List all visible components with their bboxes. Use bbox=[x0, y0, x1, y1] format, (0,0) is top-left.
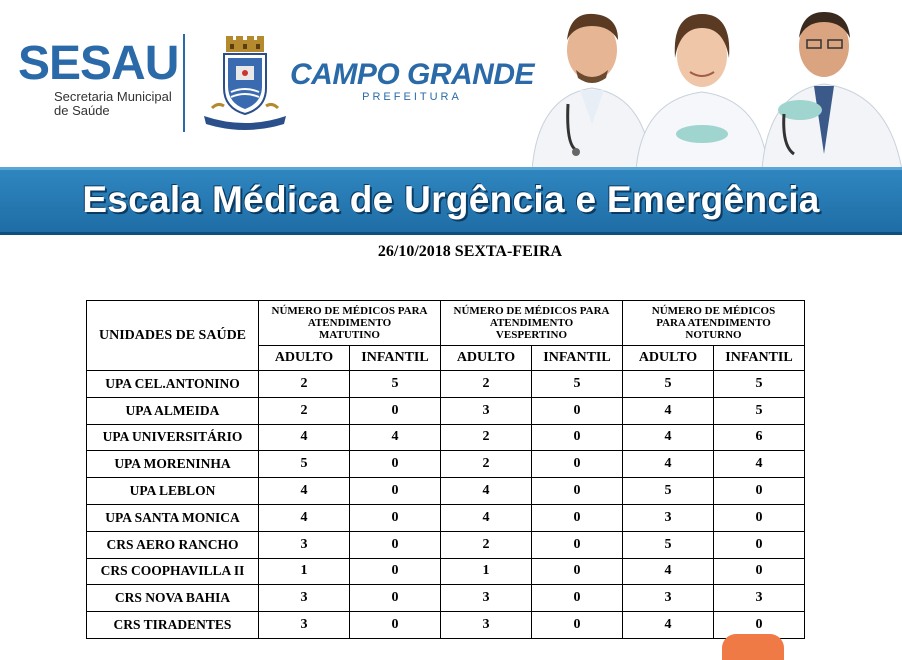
sesau-logo bbox=[18, 37, 179, 118]
count-cell: 0 bbox=[350, 612, 441, 639]
count-cell: 0 bbox=[714, 558, 805, 585]
count-cell: 5 bbox=[532, 371, 623, 398]
count-cell: 0 bbox=[532, 424, 623, 451]
count-cell: 0 bbox=[714, 478, 805, 505]
count-cell: 3 bbox=[623, 504, 714, 531]
count-cell: 4 bbox=[623, 451, 714, 478]
unit-name-cell: UPA SANTA MONICA bbox=[87, 504, 259, 531]
count-cell: 2 bbox=[441, 424, 532, 451]
count-cell: 1 bbox=[441, 558, 532, 585]
count-cell: 5 bbox=[714, 371, 805, 398]
count-cell: 5 bbox=[623, 478, 714, 505]
period-header-night bbox=[623, 301, 805, 346]
schedule-table bbox=[86, 300, 805, 639]
count-cell: 5 bbox=[259, 451, 350, 478]
page-header bbox=[0, 0, 902, 170]
sesau-logo-subtitle-line2: de Saúde bbox=[54, 103, 110, 118]
count-cell: 4 bbox=[350, 424, 441, 451]
sesau-logo-name: SESAU bbox=[18, 37, 179, 90]
period-header-line: ATENDIMENTO bbox=[307, 317, 392, 329]
unit-name-cell: CRS NOVA BAHIA bbox=[87, 585, 259, 612]
corner-decoration bbox=[722, 634, 784, 660]
logo-divider bbox=[183, 34, 185, 132]
unit-name-cell: UPA LEBLON bbox=[87, 478, 259, 505]
table-header-row bbox=[87, 301, 805, 346]
count-cell: 3 bbox=[259, 531, 350, 558]
table-row bbox=[87, 558, 805, 585]
period-header-line: VESPERTINO bbox=[495, 329, 568, 341]
campo-grande-logo-name: CAMPO GRANDE bbox=[290, 58, 535, 91]
count-cell: 3 bbox=[441, 397, 532, 424]
sesau-logo-subtitle bbox=[54, 90, 178, 118]
count-cell: 4 bbox=[441, 504, 532, 531]
count-cell: 4 bbox=[623, 558, 714, 585]
count-cell: 4 bbox=[623, 424, 714, 451]
count-cell: 2 bbox=[441, 371, 532, 398]
period-header-line: NÚMERO DE MÉDICOS bbox=[651, 305, 776, 317]
count-cell: 0 bbox=[532, 478, 623, 505]
count-cell: 5 bbox=[623, 531, 714, 558]
count-cell: 3 bbox=[259, 585, 350, 612]
count-cell: 3 bbox=[714, 585, 805, 612]
period-header-line: NÚMERO DE MÉDICOS PARA bbox=[453, 305, 610, 317]
subheader-adult: ADULTO bbox=[623, 346, 714, 371]
count-cell: 3 bbox=[441, 612, 532, 639]
subheader-adult: ADULTO bbox=[259, 346, 350, 371]
table-row bbox=[87, 504, 805, 531]
count-cell: 6 bbox=[714, 424, 805, 451]
period-header-morning bbox=[259, 301, 441, 346]
page-title: Escala Médica de Urgência e Emergência bbox=[82, 179, 820, 220]
count-cell: 0 bbox=[350, 478, 441, 505]
title-banner bbox=[0, 167, 902, 235]
count-cell: 5 bbox=[714, 397, 805, 424]
sesau-logo-subtitle-line1: Secretaria Municipal bbox=[54, 89, 172, 104]
count-cell: 4 bbox=[623, 612, 714, 639]
count-cell: 0 bbox=[532, 451, 623, 478]
count-cell: 1 bbox=[259, 558, 350, 585]
count-cell: 0 bbox=[350, 451, 441, 478]
table-row bbox=[87, 424, 805, 451]
period-header-line: NÚMERO DE MÉDICOS PARA bbox=[271, 305, 428, 317]
count-cell: 5 bbox=[623, 371, 714, 398]
count-cell: 0 bbox=[350, 558, 441, 585]
count-cell: 3 bbox=[623, 585, 714, 612]
unit-column-header: UNIDADES DE SAÚDE bbox=[87, 301, 259, 371]
count-cell: 0 bbox=[532, 504, 623, 531]
period-header-line: MATUTINO bbox=[319, 329, 380, 341]
unit-name-cell: UPA UNIVERSITÁRIO bbox=[87, 424, 259, 451]
count-cell: 4 bbox=[259, 478, 350, 505]
subheader-adult: ADULTO bbox=[441, 346, 532, 371]
count-cell: 2 bbox=[441, 531, 532, 558]
count-cell: 0 bbox=[532, 397, 623, 424]
table-row bbox=[87, 585, 805, 612]
count-cell: 4 bbox=[714, 451, 805, 478]
unit-name-cell: CRS TIRADENTES bbox=[87, 612, 259, 639]
unit-name-cell: CRS AERO RANCHO bbox=[87, 531, 259, 558]
table-row bbox=[87, 371, 805, 398]
count-cell: 4 bbox=[441, 478, 532, 505]
subheader-child: INFANTIL bbox=[714, 346, 805, 371]
unit-name-cell: UPA CEL.ANTONINO bbox=[87, 371, 259, 398]
campo-grande-logo-subtitle: PREFEITURA bbox=[362, 91, 462, 103]
count-cell: 0 bbox=[714, 504, 805, 531]
period-header-line: ATENDIMENTO bbox=[489, 317, 574, 329]
unit-name-cell: UPA ALMEIDA bbox=[87, 397, 259, 424]
count-cell: 0 bbox=[532, 558, 623, 585]
count-cell: 0 bbox=[350, 531, 441, 558]
count-cell: 0 bbox=[714, 612, 805, 639]
count-cell: 2 bbox=[259, 397, 350, 424]
count-cell: 5 bbox=[350, 371, 441, 398]
doctors-photo bbox=[532, 4, 902, 170]
period-header-line: PARA ATENDIMENTO bbox=[656, 317, 771, 329]
table-row bbox=[87, 531, 805, 558]
table-row bbox=[87, 478, 805, 505]
count-cell: 4 bbox=[623, 397, 714, 424]
count-cell: 4 bbox=[259, 504, 350, 531]
period-header-afternoon bbox=[441, 301, 623, 346]
count-cell: 2 bbox=[441, 451, 532, 478]
period-header-line: NOTURNO bbox=[685, 329, 742, 341]
count-cell: 0 bbox=[350, 504, 441, 531]
count-cell: 0 bbox=[350, 397, 441, 424]
table-row bbox=[87, 612, 805, 639]
city-crest-icon bbox=[200, 36, 290, 130]
count-cell: 0 bbox=[350, 585, 441, 612]
unit-name-cell: CRS COOPHAVILLA II bbox=[87, 558, 259, 585]
count-cell: 4 bbox=[259, 424, 350, 451]
count-cell: 3 bbox=[259, 612, 350, 639]
schedule-date: 26/10/2018 SEXTA-FEIRA bbox=[377, 243, 563, 260]
count-cell: 0 bbox=[714, 531, 805, 558]
count-cell: 0 bbox=[532, 612, 623, 639]
count-cell: 3 bbox=[441, 585, 532, 612]
count-cell: 0 bbox=[532, 531, 623, 558]
table-row bbox=[87, 451, 805, 478]
subheader-child: INFANTIL bbox=[532, 346, 623, 371]
table-row bbox=[87, 397, 805, 424]
count-cell: 0 bbox=[532, 585, 623, 612]
subheader-child: INFANTIL bbox=[350, 346, 441, 371]
unit-name-cell: UPA MORENINHA bbox=[87, 451, 259, 478]
campo-grande-logo bbox=[290, 60, 534, 103]
count-cell: 2 bbox=[259, 371, 350, 398]
